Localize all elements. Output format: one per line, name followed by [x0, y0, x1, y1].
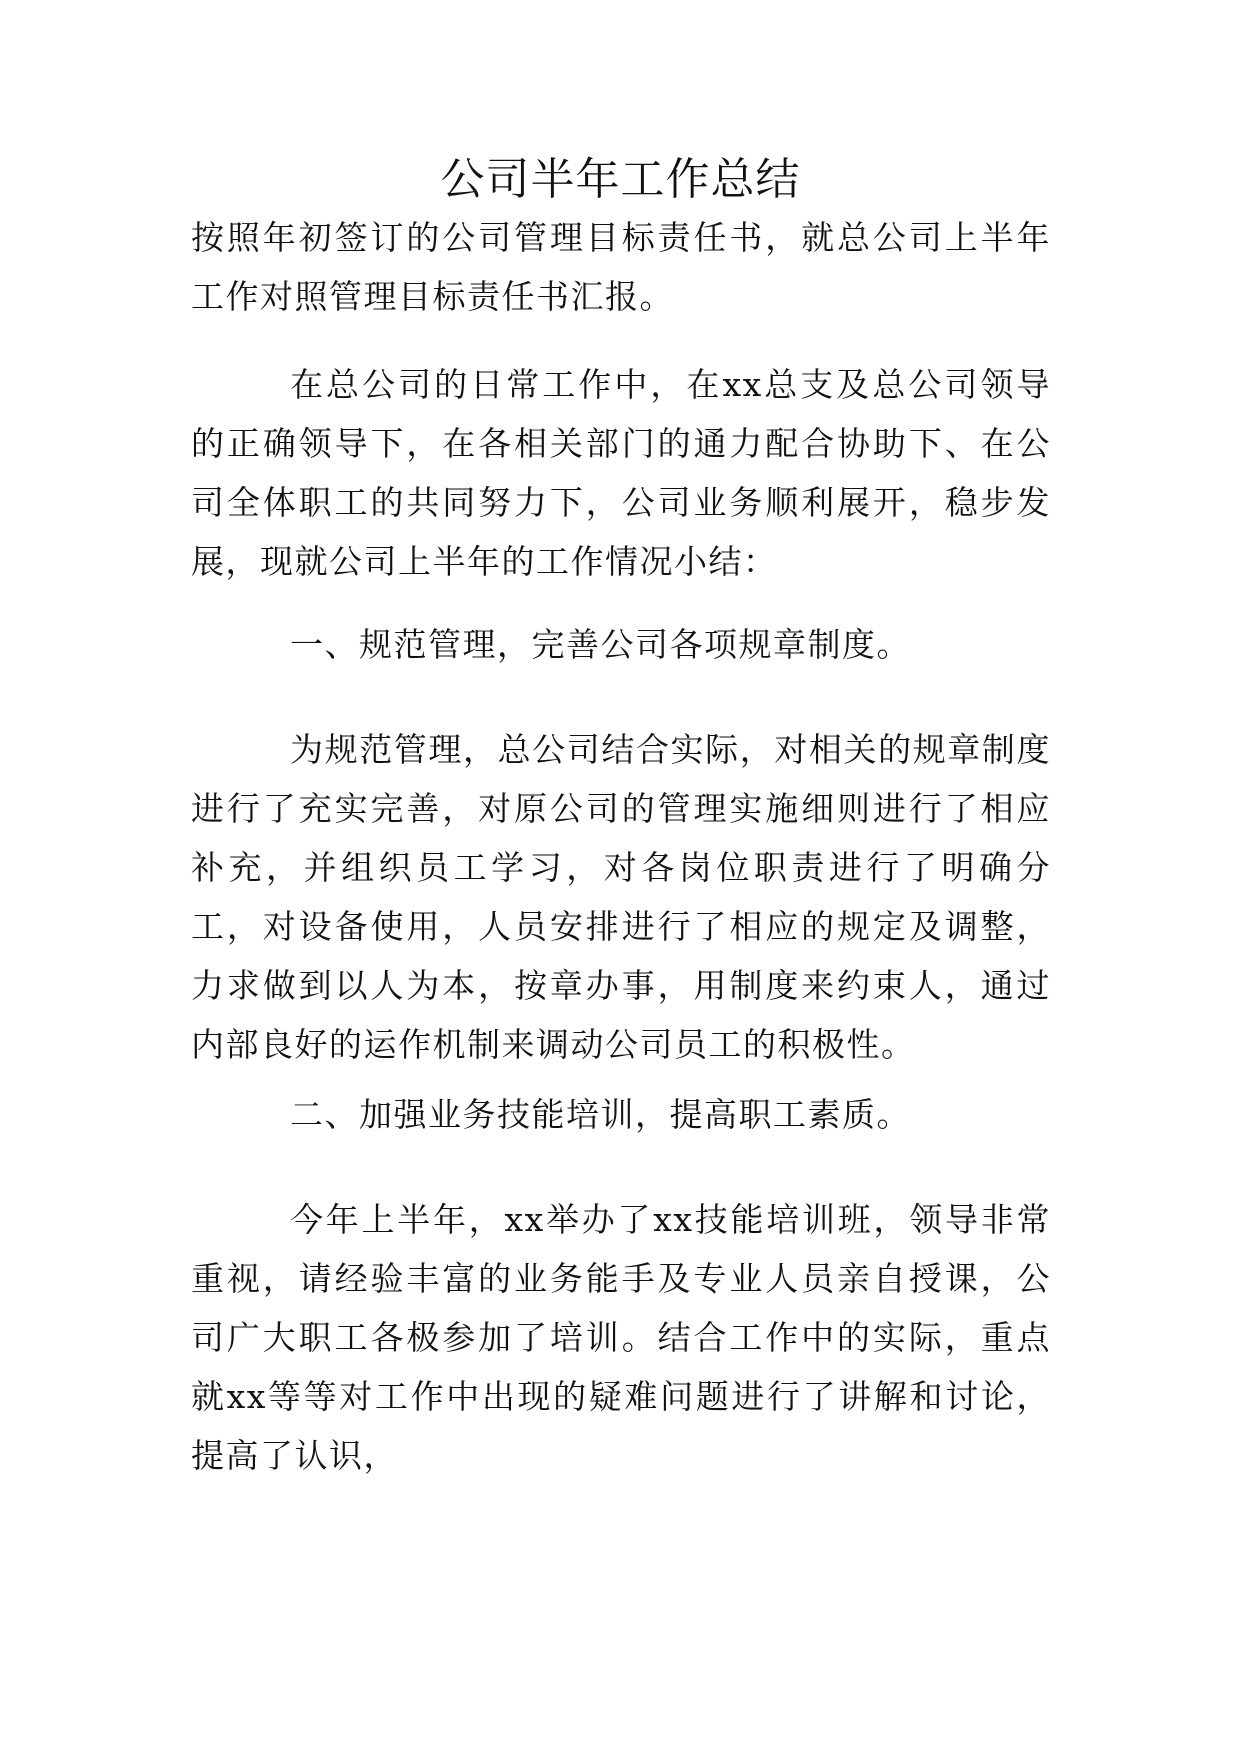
- section-one-heading: 一、规范管理，完善公司各项规章制度。: [290, 625, 911, 664]
- intro-paragraph: 按照年初签订的公司管理目标责任书，就总公司上半年工作对照管理目标责任书汇报。: [191, 218, 1051, 316]
- document-title: 公司半年工作总结: [440, 154, 801, 205]
- section-two-heading: 二、加强业务技能培训，提高职工素质。: [290, 1095, 911, 1134]
- overview-paragraph: 在总公司的日常工作中，在xx总支及总公司领导的正确领导下，在各相关部门的通力配合协助下、在公司全体职工的共同努力下，公司业务顺利展开，稳步发展，现就公司上半年的工作情况小结：: [191, 365, 1051, 581]
- section-one-paragraph: 为规范管理，总公司结合实际，对相关的规章制度进行了充实完善，对原公司的管理实施细则进行了相应补充，并组织员工学习，对各岗位职责进行了明确分工，对设备使用，人员安排进行了相应的规定及调整，力求做到以人为本，按章办事，用制度来约束人，通过内部良好的运作机制来调动公司员工的积极性。: [191, 730, 1051, 1064]
- section-two-paragraph: 今年上半年，xx举办了xx技能培训班，领导非常重视，请经验丰富的业务能手及专业人员亲自授课，公司广大职工各极参加了培训。结合工作中的实际，重点就xx等等对工作中出现的疑难问题进行了讲解和讨论，提高了认识，: [191, 1200, 1051, 1475]
